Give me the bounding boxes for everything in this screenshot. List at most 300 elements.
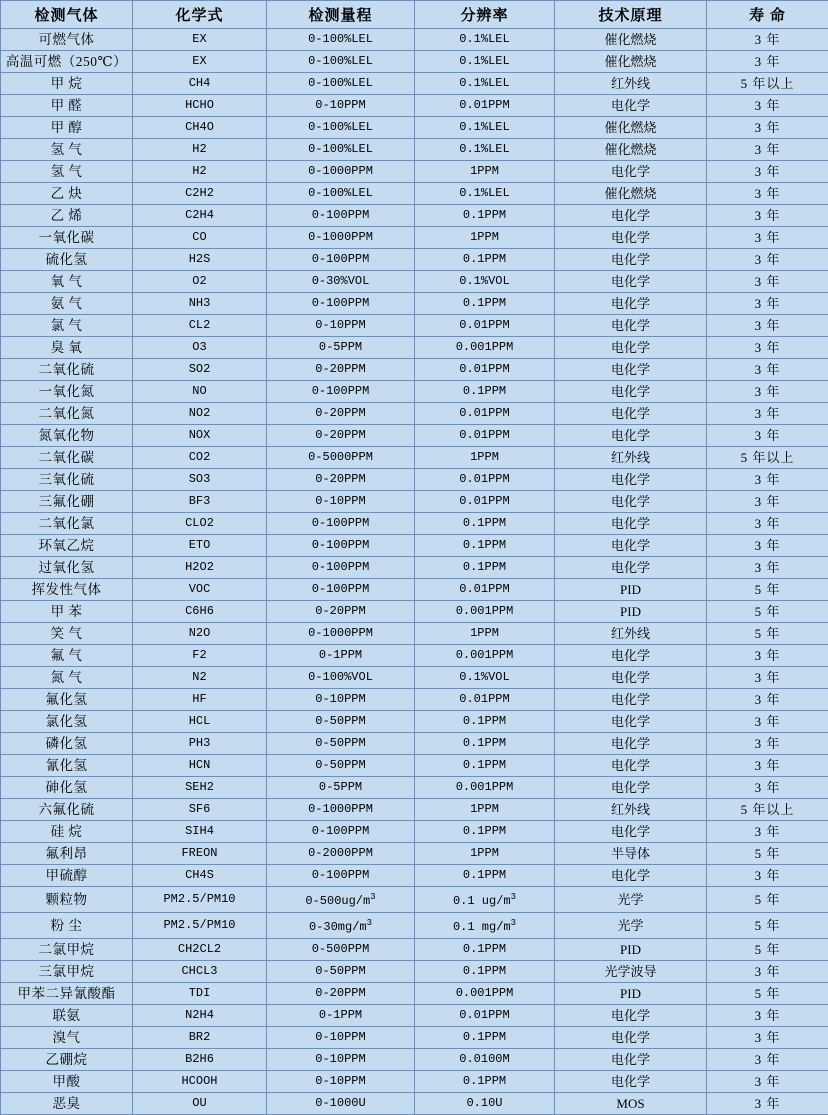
cell-resolution: 1PPM — [415, 447, 555, 469]
cell-formula: TDI — [133, 983, 267, 1005]
cell-gas: 二氧化碳 — [1, 447, 133, 469]
cell-range: 0-100%LEL — [267, 139, 415, 161]
cell-formula: SEH2 — [133, 777, 267, 799]
table-row — [1, 73, 828, 95]
cell-lifetime: 3 年 — [707, 403, 828, 425]
cell-range: 0-20PPM — [267, 983, 415, 1005]
table-row — [1, 557, 828, 579]
cell-resolution: 0.01PPM — [415, 95, 555, 117]
cell-lifetime: 5 年 — [707, 983, 828, 1005]
table-row — [1, 29, 828, 51]
cell-formula: SF6 — [133, 799, 267, 821]
cell-principle: 催化燃烧 — [555, 51, 707, 73]
cell-resolution: 0.001PPM — [415, 337, 555, 359]
cell-formula: SIH4 — [133, 821, 267, 843]
table-row — [1, 117, 828, 139]
cell-resolution: 0.1PPM — [415, 513, 555, 535]
table-row — [1, 51, 828, 73]
cell-principle: 电化学 — [555, 359, 707, 381]
cell-lifetime: 3 年 — [707, 961, 828, 983]
cell-lifetime: 5 年 — [707, 913, 828, 939]
cell-lifetime: 5 年 — [707, 579, 828, 601]
cell-range: 0-5000PPM — [267, 447, 415, 469]
cell-resolution: 1PPM — [415, 799, 555, 821]
cell-formula: OU — [133, 1093, 267, 1115]
cell-principle: 电化学 — [555, 491, 707, 513]
cell-gas: 高温可燃（250℃） — [1, 51, 133, 73]
table-row — [1, 161, 828, 183]
cell-range: 0-50PPM — [267, 961, 415, 983]
cell-formula: EX — [133, 51, 267, 73]
cell-lifetime: 5 年 — [707, 939, 828, 961]
cell-resolution: 0.1PPM — [415, 733, 555, 755]
cell-lifetime: 3 年 — [707, 227, 828, 249]
table-row — [1, 359, 828, 381]
cell-resolution: 0.1%LEL — [415, 183, 555, 205]
cell-gas: 氢 气 — [1, 161, 133, 183]
cell-formula: NO — [133, 381, 267, 403]
cell-resolution: 0.01PPM — [415, 469, 555, 491]
cell-principle: 电化学 — [555, 271, 707, 293]
cell-gas: 氰化氢 — [1, 755, 133, 777]
table-row — [1, 491, 828, 513]
cell-gas: 乙 炔 — [1, 183, 133, 205]
table-row — [1, 293, 828, 315]
cell-gas: 硅 烷 — [1, 821, 133, 843]
cell-principle: 电化学 — [555, 315, 707, 337]
cell-gas: 砷化氢 — [1, 777, 133, 799]
cell-gas: 甲酸 — [1, 1071, 133, 1093]
cell-gas: 氨 气 — [1, 293, 133, 315]
cell-resolution: 0.1PPM — [415, 557, 555, 579]
cell-gas: 二氧化硫 — [1, 359, 133, 381]
cell-lifetime: 3 年 — [707, 95, 828, 117]
cell-gas: 氟 气 — [1, 645, 133, 667]
cell-range: 0-100PPM — [267, 381, 415, 403]
cell-range: 0-500PPM — [267, 939, 415, 961]
cell-formula: CO2 — [133, 447, 267, 469]
cell-range: 0-100%LEL — [267, 73, 415, 95]
cell-lifetime: 3 年 — [707, 29, 828, 51]
table-row — [1, 623, 828, 645]
column-header-principle: 技术原理 — [555, 1, 707, 29]
cell-principle: 催化燃烧 — [555, 183, 707, 205]
cell-gas: 臭 氧 — [1, 337, 133, 359]
table-row — [1, 447, 828, 469]
cell-gas: 氟化氢 — [1, 689, 133, 711]
cell-gas: 甲苯二异氰酸酯 — [1, 983, 133, 1005]
cell-lifetime: 5 年 — [707, 843, 828, 865]
cell-lifetime: 5 年以上 — [707, 73, 828, 95]
cell-formula: CH4 — [133, 73, 267, 95]
cell-gas: 颗粒物 — [1, 887, 133, 913]
table-row — [1, 983, 828, 1005]
column-header-formula: 化学式 — [133, 1, 267, 29]
cell-formula: H2S — [133, 249, 267, 271]
cell-gas: 联氨 — [1, 1005, 133, 1027]
cell-lifetime: 3 年 — [707, 51, 828, 73]
cell-gas: 甲硫醇 — [1, 865, 133, 887]
cell-formula: NOX — [133, 425, 267, 447]
cell-gas: 磷化氢 — [1, 733, 133, 755]
cell-gas: 过氧化氢 — [1, 557, 133, 579]
cell-range: 0-1000PPM — [267, 227, 415, 249]
cell-principle: 电化学 — [555, 513, 707, 535]
table-row — [1, 733, 828, 755]
cell-range: 0-100%VOL — [267, 667, 415, 689]
cell-formula: CH2CL2 — [133, 939, 267, 961]
table-row — [1, 469, 828, 491]
cell-gas: 环氧乙烷 — [1, 535, 133, 557]
cell-range: $0-30mg/m^3$ — [267, 913, 415, 939]
cell-lifetime: 3 年 — [707, 513, 828, 535]
table-row — [1, 1093, 828, 1115]
cell-gas: 恶臭 — [1, 1093, 133, 1115]
cell-lifetime: 3 年 — [707, 777, 828, 799]
cell-principle: 催化燃烧 — [555, 29, 707, 51]
cell-resolution: 0.001PPM — [415, 645, 555, 667]
cell-resolution: 0.1 $mg/m^3$ — [415, 913, 555, 939]
cell-formula: H2 — [133, 139, 267, 161]
cell-lifetime: 3 年 — [707, 1049, 828, 1071]
table-row — [1, 271, 828, 293]
table-row — [1, 1049, 828, 1071]
cell-principle: 电化学 — [555, 469, 707, 491]
table-row — [1, 711, 828, 733]
cell-resolution: 1PPM — [415, 161, 555, 183]
cell-resolution: 0.01PPM — [415, 1005, 555, 1027]
cell-principle: 电化学 — [555, 777, 707, 799]
cell-lifetime: 3 年 — [707, 1071, 828, 1093]
cell-resolution: 0.1PPM — [415, 1027, 555, 1049]
cell-resolution: 0.01PPM — [415, 579, 555, 601]
cell-resolution: 0.1%LEL — [415, 51, 555, 73]
cell-formula: B2H6 — [133, 1049, 267, 1071]
cell-range: 0-100%LEL — [267, 183, 415, 205]
cell-resolution: 0.001PPM — [415, 601, 555, 623]
cell-principle: 电化学 — [555, 755, 707, 777]
cell-gas: 二氧化氮 — [1, 403, 133, 425]
cell-principle: 催化燃烧 — [555, 117, 707, 139]
cell-principle: 电化学 — [555, 1005, 707, 1027]
cell-principle: 电化学 — [555, 425, 707, 447]
table-header — [1, 1, 828, 29]
table-row — [1, 821, 828, 843]
cell-formula: PM2.5/PM10 — [133, 913, 267, 939]
cell-formula: CH4S — [133, 865, 267, 887]
cell-resolution: 0.1%LEL — [415, 139, 555, 161]
cell-range: 0-10PPM — [267, 491, 415, 513]
cell-principle: 电化学 — [555, 557, 707, 579]
cell-formula: FREON — [133, 843, 267, 865]
cell-gas: 甲 醛 — [1, 95, 133, 117]
cell-lifetime: 3 年 — [707, 139, 828, 161]
cell-formula: EX — [133, 29, 267, 51]
cell-gas: 乙硼烷 — [1, 1049, 133, 1071]
cell-formula: HCL — [133, 711, 267, 733]
cell-lifetime: 5 年 — [707, 887, 828, 913]
cell-gas: 一氧化碳 — [1, 227, 133, 249]
table-row — [1, 601, 828, 623]
cell-range: 0-100%LEL — [267, 117, 415, 139]
cell-range: 0-50PPM — [267, 711, 415, 733]
cell-principle: 电化学 — [555, 865, 707, 887]
cell-principle: 电化学 — [555, 161, 707, 183]
column-header-resolution: 分辨率 — [415, 1, 555, 29]
cell-formula: CHCL3 — [133, 961, 267, 983]
table-row — [1, 667, 828, 689]
cell-principle: 红外线 — [555, 73, 707, 95]
cell-gas: 三氯甲烷 — [1, 961, 133, 983]
cell-resolution: 0.1 $ug/m^3$ — [415, 887, 555, 913]
cell-principle: 电化学 — [555, 1071, 707, 1093]
cell-resolution: 0.10U — [415, 1093, 555, 1115]
table-row — [1, 403, 828, 425]
cell-resolution: 0.1%VOL — [415, 667, 555, 689]
table-row — [1, 939, 828, 961]
cell-resolution: 0.1PPM — [415, 249, 555, 271]
cell-principle: 电化学 — [555, 227, 707, 249]
cell-principle: 电化学 — [555, 645, 707, 667]
cell-range: 0-10PPM — [267, 1071, 415, 1093]
cell-resolution: 0.1PPM — [415, 865, 555, 887]
cell-gas: 三氧化硫 — [1, 469, 133, 491]
cell-range: 0-100%LEL — [267, 29, 415, 51]
cell-gas: 氢 气 — [1, 139, 133, 161]
cell-lifetime: 5 年 — [707, 601, 828, 623]
cell-gas: 硫化氢 — [1, 249, 133, 271]
cell-resolution: 0.1PPM — [415, 755, 555, 777]
cell-range: 0-10PPM — [267, 95, 415, 117]
table-row — [1, 139, 828, 161]
cell-principle: PID — [555, 939, 707, 961]
cell-range: $0-500ug/m^3$ — [267, 887, 415, 913]
table-row — [1, 579, 828, 601]
cell-principle: 光学 — [555, 887, 707, 913]
cell-principle: 电化学 — [555, 403, 707, 425]
cell-range: 0-1000PPM — [267, 799, 415, 821]
cell-lifetime: 3 年 — [707, 249, 828, 271]
cell-resolution: 0.1PPM — [415, 711, 555, 733]
table-body — [1, 29, 828, 1115]
cell-gas: 氮 气 — [1, 667, 133, 689]
cell-principle: MOS — [555, 1093, 707, 1115]
cell-range: 0-20PPM — [267, 403, 415, 425]
cell-formula: CLO2 — [133, 513, 267, 535]
cell-range: 0-20PPM — [267, 359, 415, 381]
cell-range: 0-10PPM — [267, 1027, 415, 1049]
cell-lifetime: 3 年 — [707, 1093, 828, 1115]
cell-resolution: 0.1%LEL — [415, 29, 555, 51]
cell-principle: 电化学 — [555, 711, 707, 733]
cell-range: 0-100PPM — [267, 535, 415, 557]
cell-range: 0-5PPM — [267, 337, 415, 359]
cell-gas: 笑 气 — [1, 623, 133, 645]
cell-gas: 二氯甲烷 — [1, 939, 133, 961]
table-row — [1, 1027, 828, 1049]
table-row — [1, 865, 828, 887]
cell-range: 0-1000PPM — [267, 161, 415, 183]
cell-formula: H2O2 — [133, 557, 267, 579]
cell-principle: 红外线 — [555, 623, 707, 645]
cell-range: 0-1000PPM — [267, 623, 415, 645]
cell-principle: 红外线 — [555, 799, 707, 821]
cell-formula: O2 — [133, 271, 267, 293]
cell-range: 0-100PPM — [267, 293, 415, 315]
cell-principle: 电化学 — [555, 1027, 707, 1049]
table-row — [1, 689, 828, 711]
cell-formula: PH3 — [133, 733, 267, 755]
cell-lifetime: 5 年以上 — [707, 447, 828, 469]
cell-lifetime: 3 年 — [707, 337, 828, 359]
cell-resolution: 0.1%LEL — [415, 117, 555, 139]
cell-gas: 氯 气 — [1, 315, 133, 337]
cell-lifetime: 3 年 — [707, 667, 828, 689]
cell-lifetime: 3 年 — [707, 689, 828, 711]
cell-gas: 可燃气体 — [1, 29, 133, 51]
cell-range: 0-10PPM — [267, 315, 415, 337]
table-row — [1, 249, 828, 271]
cell-principle: 电化学 — [555, 293, 707, 315]
cell-resolution: 0.001PPM — [415, 777, 555, 799]
cell-resolution: 0.1PPM — [415, 1071, 555, 1093]
cell-range: 0-100PPM — [267, 821, 415, 843]
table-row — [1, 1005, 828, 1027]
cell-formula: CL2 — [133, 315, 267, 337]
cell-range: 0-20PPM — [267, 469, 415, 491]
cell-principle: PID — [555, 579, 707, 601]
cell-lifetime: 3 年 — [707, 1005, 828, 1027]
column-header-gas: 检测气体 — [1, 1, 133, 29]
cell-lifetime: 3 年 — [707, 469, 828, 491]
cell-lifetime: 3 年 — [707, 733, 828, 755]
cell-resolution: 0.1%LEL — [415, 73, 555, 95]
cell-lifetime: 5 年以上 — [707, 799, 828, 821]
cell-gas: 氟利昂 — [1, 843, 133, 865]
cell-gas: 甲 苯 — [1, 601, 133, 623]
table-row — [1, 337, 828, 359]
cell-resolution: 0.01PPM — [415, 491, 555, 513]
cell-principle: 电化学 — [555, 535, 707, 557]
cell-lifetime: 3 年 — [707, 1027, 828, 1049]
cell-principle: PID — [555, 601, 707, 623]
table-row — [1, 95, 828, 117]
table-row — [1, 913, 828, 939]
cell-gas: 氧 气 — [1, 271, 133, 293]
cell-lifetime: 3 年 — [707, 711, 828, 733]
table-row — [1, 205, 828, 227]
cell-principle: 光学 — [555, 913, 707, 939]
cell-principle: 半导体 — [555, 843, 707, 865]
cell-principle: 光学波导 — [555, 961, 707, 983]
cell-gas: 甲 烷 — [1, 73, 133, 95]
cell-range: 0-100PPM — [267, 579, 415, 601]
cell-lifetime: 3 年 — [707, 359, 828, 381]
cell-gas: 甲 醇 — [1, 117, 133, 139]
cell-resolution: 0.01PPM — [415, 359, 555, 381]
cell-resolution: 1PPM — [415, 843, 555, 865]
cell-formula: C2H2 — [133, 183, 267, 205]
cell-formula: C2H4 — [133, 205, 267, 227]
cell-principle: 电化学 — [555, 381, 707, 403]
cell-gas: 六氟化硫 — [1, 799, 133, 821]
cell-range: 0-30%VOL — [267, 271, 415, 293]
table-row — [1, 425, 828, 447]
cell-resolution: 0.1PPM — [415, 535, 555, 557]
cell-range: 0-100PPM — [267, 513, 415, 535]
cell-gas: 氮氧化物 — [1, 425, 133, 447]
cell-range: 0-20PPM — [267, 601, 415, 623]
cell-formula: C6H6 — [133, 601, 267, 623]
cell-formula: CO — [133, 227, 267, 249]
table-row — [1, 799, 828, 821]
cell-resolution: 0.01PPM — [415, 425, 555, 447]
cell-lifetime: 5 年 — [707, 623, 828, 645]
cell-lifetime: 3 年 — [707, 293, 828, 315]
cell-resolution: 0.1PPM — [415, 939, 555, 961]
cell-principle: 电化学 — [555, 1049, 707, 1071]
cell-resolution: 0.01PPM — [415, 315, 555, 337]
cell-lifetime: 3 年 — [707, 645, 828, 667]
cell-gas: 粉 尘 — [1, 913, 133, 939]
cell-range: 0-100PPM — [267, 205, 415, 227]
cell-range: 0-100PPM — [267, 865, 415, 887]
cell-resolution: 0.01PPM — [415, 403, 555, 425]
cell-resolution: 0.1PPM — [415, 821, 555, 843]
cell-formula: BF3 — [133, 491, 267, 513]
table-row — [1, 535, 828, 557]
cell-formula: BR2 — [133, 1027, 267, 1049]
column-header-range: 检测量程 — [267, 1, 415, 29]
cell-principle: 电化学 — [555, 667, 707, 689]
cell-formula: HCOOH — [133, 1071, 267, 1093]
table-row — [1, 183, 828, 205]
cell-lifetime: 3 年 — [707, 491, 828, 513]
cell-gas: 氯化氢 — [1, 711, 133, 733]
cell-lifetime: 3 年 — [707, 821, 828, 843]
cell-gas: 一氧化氮 — [1, 381, 133, 403]
cell-formula: ETO — [133, 535, 267, 557]
cell-resolution: 1PPM — [415, 227, 555, 249]
table-row — [1, 755, 828, 777]
cell-lifetime: 3 年 — [707, 381, 828, 403]
cell-resolution: 0.1PPM — [415, 381, 555, 403]
cell-formula: HCN — [133, 755, 267, 777]
table-row — [1, 843, 828, 865]
cell-formula: HF — [133, 689, 267, 711]
cell-resolution: 0.1%VOL — [415, 271, 555, 293]
cell-formula: HCHO — [133, 95, 267, 117]
cell-resolution: 0.001PPM — [415, 983, 555, 1005]
cell-lifetime: 3 年 — [707, 161, 828, 183]
cell-resolution: 0.0100M — [415, 1049, 555, 1071]
header-row — [1, 1, 828, 29]
column-header-lifetime: 寿 命 — [707, 1, 828, 29]
cell-lifetime: 3 年 — [707, 117, 828, 139]
cell-range: 0-100%LEL — [267, 51, 415, 73]
cell-range: 0-2000PPM — [267, 843, 415, 865]
cell-range: 0-5PPM — [267, 777, 415, 799]
cell-resolution: 1PPM — [415, 623, 555, 645]
cell-lifetime: 3 年 — [707, 557, 828, 579]
cell-principle: 电化学 — [555, 337, 707, 359]
cell-formula: N2O — [133, 623, 267, 645]
cell-formula: VOC — [133, 579, 267, 601]
cell-formula: F2 — [133, 645, 267, 667]
table-row — [1, 887, 828, 913]
cell-range: 0-10PPM — [267, 689, 415, 711]
cell-formula: NO2 — [133, 403, 267, 425]
